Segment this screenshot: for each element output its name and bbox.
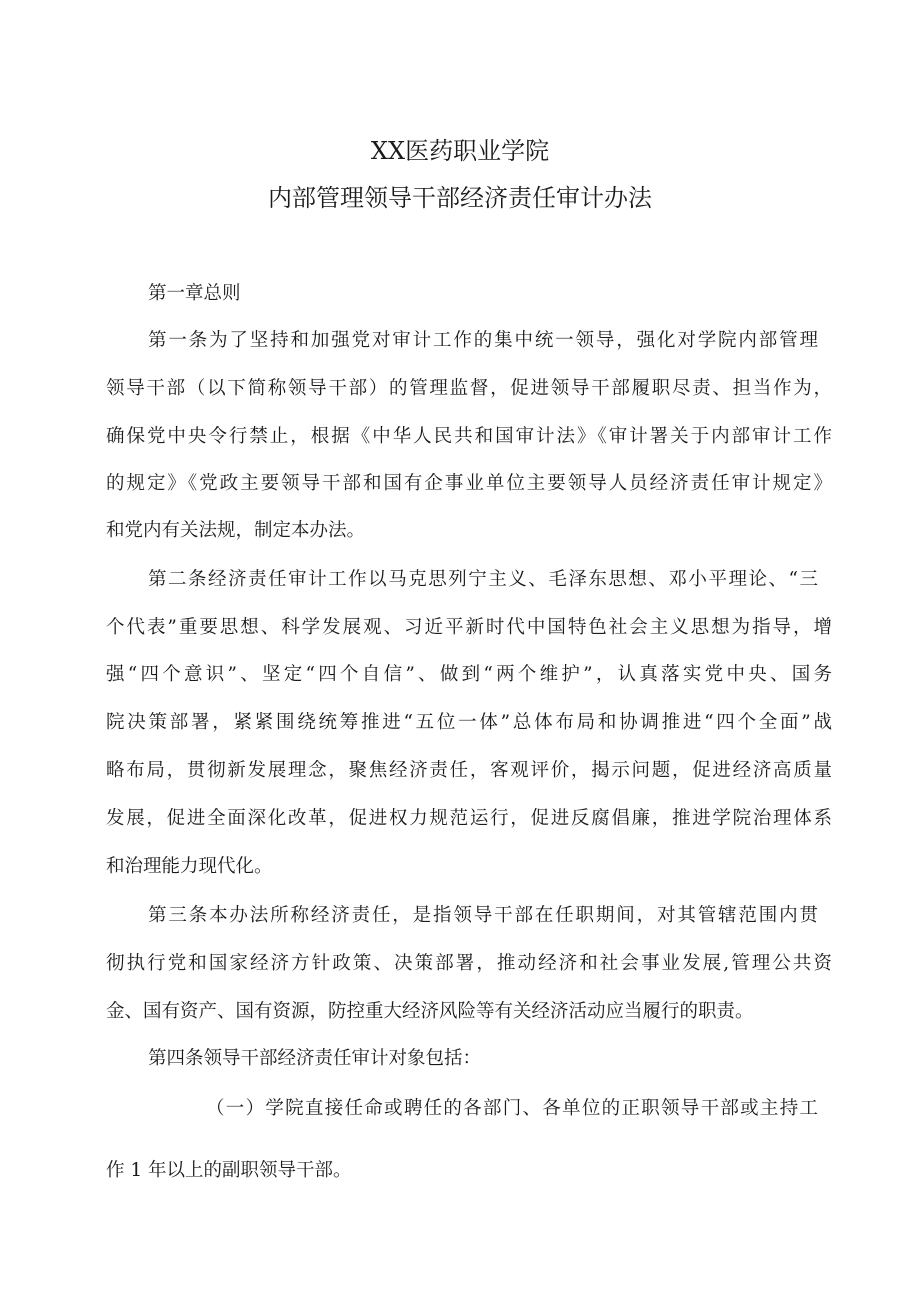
article-2-line: 和治理能力现代化。 <box>106 856 273 877</box>
article-2-line: 第二条经济责任审计工作以马克思列宁主义、毛泽东思想、邓小平理论、“三 <box>148 569 818 590</box>
article-1-line: 确保党中央令行禁止，根据《中华人民共和国审计法》《审计署关于内部审计工作 <box>106 426 832 447</box>
article-3-line: 第三条本办法所称经济责任，是指领导干部在任职期间，对其管辖范围内贯 <box>148 905 818 926</box>
article-2-line: 发展，促进全面深化改革，促进权力规范运行，促进反腐倡廉，推进学院治理体系 <box>106 808 832 829</box>
article-1-line: 的规定》《党政主要领导干部和国有企事业单位主要领导人员经济责任审计规定》 <box>106 473 832 494</box>
article-4-item: 作 1 年以上的副职领导干部。 <box>106 1160 352 1181</box>
article-1-line: 第一条为了坚持和加强党对审计工作的集中统一领导，强化对学院内部管理 <box>148 330 818 351</box>
article-3-line: 金、国有资产、国有资源，防控重大经济风险等有关经济活动应当履行的职责。 <box>106 1001 754 1022</box>
article-4-item: （一）学院直接任命或聘任的各部门、各单位的正职领导干部或主持工 <box>206 1098 818 1119</box>
chapter-heading: 第一章总则 <box>148 283 241 304</box>
article-3-line: 彻执行党和国家经济方针政策、决策部署，推动经济和社会事业发展,管理公共资 <box>106 953 832 974</box>
article-2-line: 强“四个意识”、坚定“四个自信”、做到“两个维护”，认真落实党中央、国务 <box>106 664 832 685</box>
document-title-institution: XX医药职业学院 <box>370 137 550 165</box>
article-2-line: 略布局，贯彻新发展理念，聚焦经济责任，客观评价，揭示问题，促进经济高质量 <box>106 760 832 781</box>
document-title-main: 内部管理领导干部经济责任审计办法 <box>268 184 652 212</box>
article-4-heading: 第四条领导干部经济责任审计对象包括： <box>148 1048 482 1069</box>
article-2-line: 个代表”重要思想、科学发展观、习近平新时代中国特色社会主义思想为指导，增 <box>106 617 832 638</box>
article-1-line: 领导干部（以下简称领导干部）的管理监督，促进领导干部履职尽责、担当作为， <box>106 378 832 399</box>
article-2-line: 院决策部署，紧紧围绕统筹推进“五位一体”总体布局和协调推进“四个全面”战 <box>106 712 832 733</box>
article-1-line: 和党内有关法规，制定本办法。 <box>106 520 366 541</box>
